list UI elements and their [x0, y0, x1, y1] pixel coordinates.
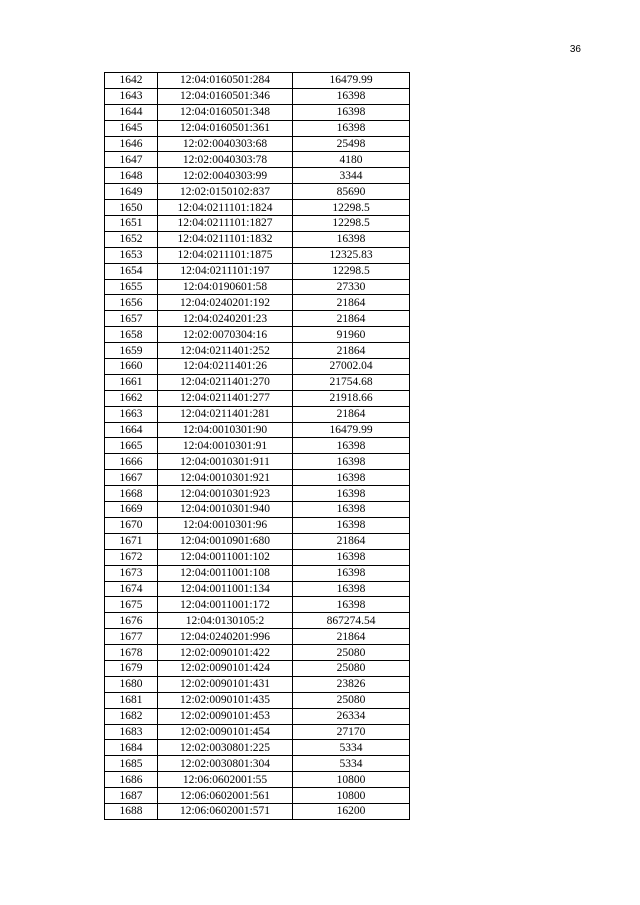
value-cell: 27002.04 [293, 359, 410, 375]
table-row [105, 660, 410, 676]
row-number-cell: 1656 [105, 295, 158, 311]
table-row [105, 390, 410, 406]
value-cell: 27170 [293, 724, 410, 740]
value-cell: 25498 [293, 136, 410, 152]
cadastral-number-cell: 12:02:0090101:424 [158, 660, 293, 676]
cadastral-number-cell: 12:02:0090101:453 [158, 708, 293, 724]
value-cell: 25080 [293, 645, 410, 661]
table-body [105, 73, 410, 820]
row-number-cell: 1664 [105, 422, 158, 438]
table-row [105, 168, 410, 184]
cadastral-number-cell: 12:02:0040303:99 [158, 168, 293, 184]
row-number-cell: 1655 [105, 279, 158, 295]
value-cell: 12325.83 [293, 247, 410, 263]
row-number-cell: 1666 [105, 454, 158, 470]
value-cell: 16398 [293, 502, 410, 518]
cadastral-number-cell: 12:04:0010301:91 [158, 438, 293, 454]
table-row [105, 454, 410, 470]
table-row [105, 374, 410, 390]
table-row [105, 629, 410, 645]
cadastral-number-cell: 12:02:0090101:435 [158, 692, 293, 708]
table-row [105, 200, 410, 216]
cadastral-number-cell: 12:04:0010301:911 [158, 454, 293, 470]
cadastral-number-cell: 12:02:0030801:225 [158, 740, 293, 756]
cadastral-number-cell: 12:04:0010301:940 [158, 502, 293, 518]
row-number-cell: 1672 [105, 549, 158, 565]
table-row [105, 359, 410, 375]
table-row [105, 438, 410, 454]
value-cell: 27330 [293, 279, 410, 295]
cadastral-number-cell: 12:04:0211101:1824 [158, 200, 293, 216]
cadastral-number-cell: 12:02:0040303:78 [158, 152, 293, 168]
cadastral-number-cell: 12:04:0240201:996 [158, 629, 293, 645]
row-number-cell: 1643 [105, 88, 158, 104]
row-number-cell: 1645 [105, 120, 158, 136]
value-cell: 85690 [293, 184, 410, 200]
value-cell: 16398 [293, 438, 410, 454]
cadastral-number-cell: 12:04:0130105:2 [158, 613, 293, 629]
table-row [105, 597, 410, 613]
table-row [105, 73, 410, 89]
cadastral-number-cell: 12:04:0211401:277 [158, 390, 293, 406]
page-number: 36 [569, 44, 581, 55]
cadastral-number-cell: 12:04:0211401:281 [158, 406, 293, 422]
cadastral-number-cell: 12:02:0070304:16 [158, 327, 293, 343]
row-number-cell: 1661 [105, 374, 158, 390]
value-cell: 21864 [293, 629, 410, 645]
cadastral-number-cell: 12:02:0090101:431 [158, 676, 293, 692]
value-cell: 16398 [293, 470, 410, 486]
value-cell: 16398 [293, 88, 410, 104]
cadastral-number-cell: 12:04:0211401:270 [158, 374, 293, 390]
row-number-cell: 1653 [105, 247, 158, 263]
row-number-cell: 1650 [105, 200, 158, 216]
value-cell: 16398 [293, 231, 410, 247]
table-row [105, 422, 410, 438]
row-number-cell: 1670 [105, 517, 158, 533]
table-row [105, 247, 410, 263]
table-row [105, 295, 410, 311]
value-cell: 16398 [293, 565, 410, 581]
value-cell: 16398 [293, 549, 410, 565]
row-number-cell: 1674 [105, 581, 158, 597]
value-cell: 16398 [293, 486, 410, 502]
cadastral-number-cell: 12:06:0602001:571 [158, 803, 293, 819]
table-row [105, 279, 410, 295]
row-number-cell: 1665 [105, 438, 158, 454]
table-row [105, 613, 410, 629]
table-row [105, 231, 410, 247]
value-cell: 26334 [293, 708, 410, 724]
value-cell: 5334 [293, 740, 410, 756]
cadastral-number-cell: 12:04:0240201:23 [158, 311, 293, 327]
table-row [105, 533, 410, 549]
row-number-cell: 1684 [105, 740, 158, 756]
value-cell: 21864 [293, 533, 410, 549]
row-number-cell: 1669 [105, 502, 158, 518]
value-cell: 91960 [293, 327, 410, 343]
value-cell: 21864 [293, 311, 410, 327]
value-cell: 867274.54 [293, 613, 410, 629]
value-cell: 16398 [293, 581, 410, 597]
value-cell: 10800 [293, 788, 410, 804]
table-row [105, 517, 410, 533]
value-cell: 16200 [293, 803, 410, 819]
table-row [105, 549, 410, 565]
row-number-cell: 1668 [105, 486, 158, 502]
value-cell: 21754.68 [293, 374, 410, 390]
table-row [105, 406, 410, 422]
row-number-cell: 1659 [105, 343, 158, 359]
table-row [105, 88, 410, 104]
cadastral-number-cell: 12:04:0211101:1832 [158, 231, 293, 247]
row-number-cell: 1686 [105, 772, 158, 788]
row-number-cell: 1667 [105, 470, 158, 486]
row-number-cell: 1654 [105, 263, 158, 279]
value-cell: 16398 [293, 597, 410, 613]
row-number-cell: 1651 [105, 216, 158, 232]
value-cell: 25080 [293, 692, 410, 708]
table-row [105, 708, 410, 724]
table-row [105, 311, 410, 327]
value-cell: 12298.5 [293, 216, 410, 232]
table-row [105, 502, 410, 518]
cadastral-number-cell: 12:04:0160501:348 [158, 104, 293, 120]
row-number-cell: 1660 [105, 359, 158, 375]
cadastral-number-cell: 12:04:0160501:346 [158, 88, 293, 104]
row-number-cell: 1658 [105, 327, 158, 343]
value-cell: 23826 [293, 676, 410, 692]
cadastral-number-cell: 12:02:0150102:837 [158, 184, 293, 200]
table-row [105, 724, 410, 740]
row-number-cell: 1678 [105, 645, 158, 661]
table-row [105, 263, 410, 279]
cadastral-number-cell: 12:04:0011001:134 [158, 581, 293, 597]
cadastral-number-cell: 12:04:0160501:284 [158, 73, 293, 89]
row-number-cell: 1677 [105, 629, 158, 645]
value-cell: 16398 [293, 120, 410, 136]
row-number-cell: 1681 [105, 692, 158, 708]
table-row [105, 104, 410, 120]
value-cell: 21864 [293, 406, 410, 422]
table-row [105, 803, 410, 819]
table-row [105, 343, 410, 359]
table-row [105, 486, 410, 502]
cadastral-number-cell: 12:04:0211101:1827 [158, 216, 293, 232]
row-number-cell: 1647 [105, 152, 158, 168]
table-row [105, 676, 410, 692]
cadastral-number-cell: 12:06:0602001:55 [158, 772, 293, 788]
cadastral-number-cell: 12:04:0011001:108 [158, 565, 293, 581]
row-number-cell: 1679 [105, 660, 158, 676]
row-number-cell: 1644 [105, 104, 158, 120]
table-row [105, 184, 410, 200]
table-row [105, 645, 410, 661]
cadastral-number-cell: 12:04:0011001:172 [158, 597, 293, 613]
table-row [105, 788, 410, 804]
value-cell: 16398 [293, 104, 410, 120]
cadastral-number-cell: 12:04:0211101:1875 [158, 247, 293, 263]
cadastral-number-cell: 12:02:0090101:422 [158, 645, 293, 661]
row-number-cell: 1652 [105, 231, 158, 247]
cadastral-number-cell: 12:04:0010301:921 [158, 470, 293, 486]
row-number-cell: 1682 [105, 708, 158, 724]
row-number-cell: 1675 [105, 597, 158, 613]
row-number-cell: 1648 [105, 168, 158, 184]
value-cell: 16398 [293, 517, 410, 533]
table-row [105, 756, 410, 772]
cadastral-number-cell: 12:04:0010301:923 [158, 486, 293, 502]
value-cell: 3344 [293, 168, 410, 184]
value-cell: 12298.5 [293, 263, 410, 279]
cadastral-number-cell: 12:04:0010901:680 [158, 533, 293, 549]
cadastral-number-cell: 12:04:0010301:96 [158, 517, 293, 533]
value-cell: 16479.99 [293, 73, 410, 89]
table-row [105, 692, 410, 708]
row-number-cell: 1642 [105, 73, 158, 89]
value-cell: 4180 [293, 152, 410, 168]
value-cell: 16479.99 [293, 422, 410, 438]
row-number-cell: 1649 [105, 184, 158, 200]
row-number-cell: 1685 [105, 756, 158, 772]
value-cell: 12298.5 [293, 200, 410, 216]
table-row [105, 470, 410, 486]
row-number-cell: 1680 [105, 676, 158, 692]
table-row [105, 216, 410, 232]
table-row [105, 772, 410, 788]
table-row [105, 565, 410, 581]
cadastral-number-cell: 12:04:0011001:102 [158, 549, 293, 565]
table-row [105, 740, 410, 756]
table-row [105, 120, 410, 136]
cadastral-number-cell: 12:04:0211401:252 [158, 343, 293, 359]
data-table [104, 72, 410, 820]
cadastral-number-cell: 12:02:0030801:304 [158, 756, 293, 772]
value-cell: 21864 [293, 343, 410, 359]
row-number-cell: 1671 [105, 533, 158, 549]
value-cell: 21864 [293, 295, 410, 311]
cadastral-number-cell: 12:04:0010301:90 [158, 422, 293, 438]
row-number-cell: 1673 [105, 565, 158, 581]
row-number-cell: 1687 [105, 788, 158, 804]
cadastral-number-cell: 12:04:0190601:58 [158, 279, 293, 295]
row-number-cell: 1688 [105, 803, 158, 819]
value-cell: 16398 [293, 454, 410, 470]
table-row [105, 136, 410, 152]
row-number-cell: 1662 [105, 390, 158, 406]
row-number-cell: 1663 [105, 406, 158, 422]
cadastral-number-cell: 12:04:0211401:26 [158, 359, 293, 375]
cadastral-number-cell: 12:04:0160501:361 [158, 120, 293, 136]
value-cell: 10800 [293, 772, 410, 788]
cadastral-number-cell: 12:02:0090101:454 [158, 724, 293, 740]
cadastral-number-cell: 12:04:0240201:192 [158, 295, 293, 311]
table-row [105, 327, 410, 343]
cadastral-number-cell: 12:02:0040303:68 [158, 136, 293, 152]
value-cell: 21918.66 [293, 390, 410, 406]
value-cell: 5334 [293, 756, 410, 772]
row-number-cell: 1646 [105, 136, 158, 152]
table-row [105, 152, 410, 168]
cadastral-number-cell: 12:06:0602001:561 [158, 788, 293, 804]
row-number-cell: 1683 [105, 724, 158, 740]
table-row [105, 581, 410, 597]
row-number-cell: 1657 [105, 311, 158, 327]
row-number-cell: 1676 [105, 613, 158, 629]
value-cell: 25080 [293, 660, 410, 676]
cadastral-number-cell: 12:04:0211101:197 [158, 263, 293, 279]
